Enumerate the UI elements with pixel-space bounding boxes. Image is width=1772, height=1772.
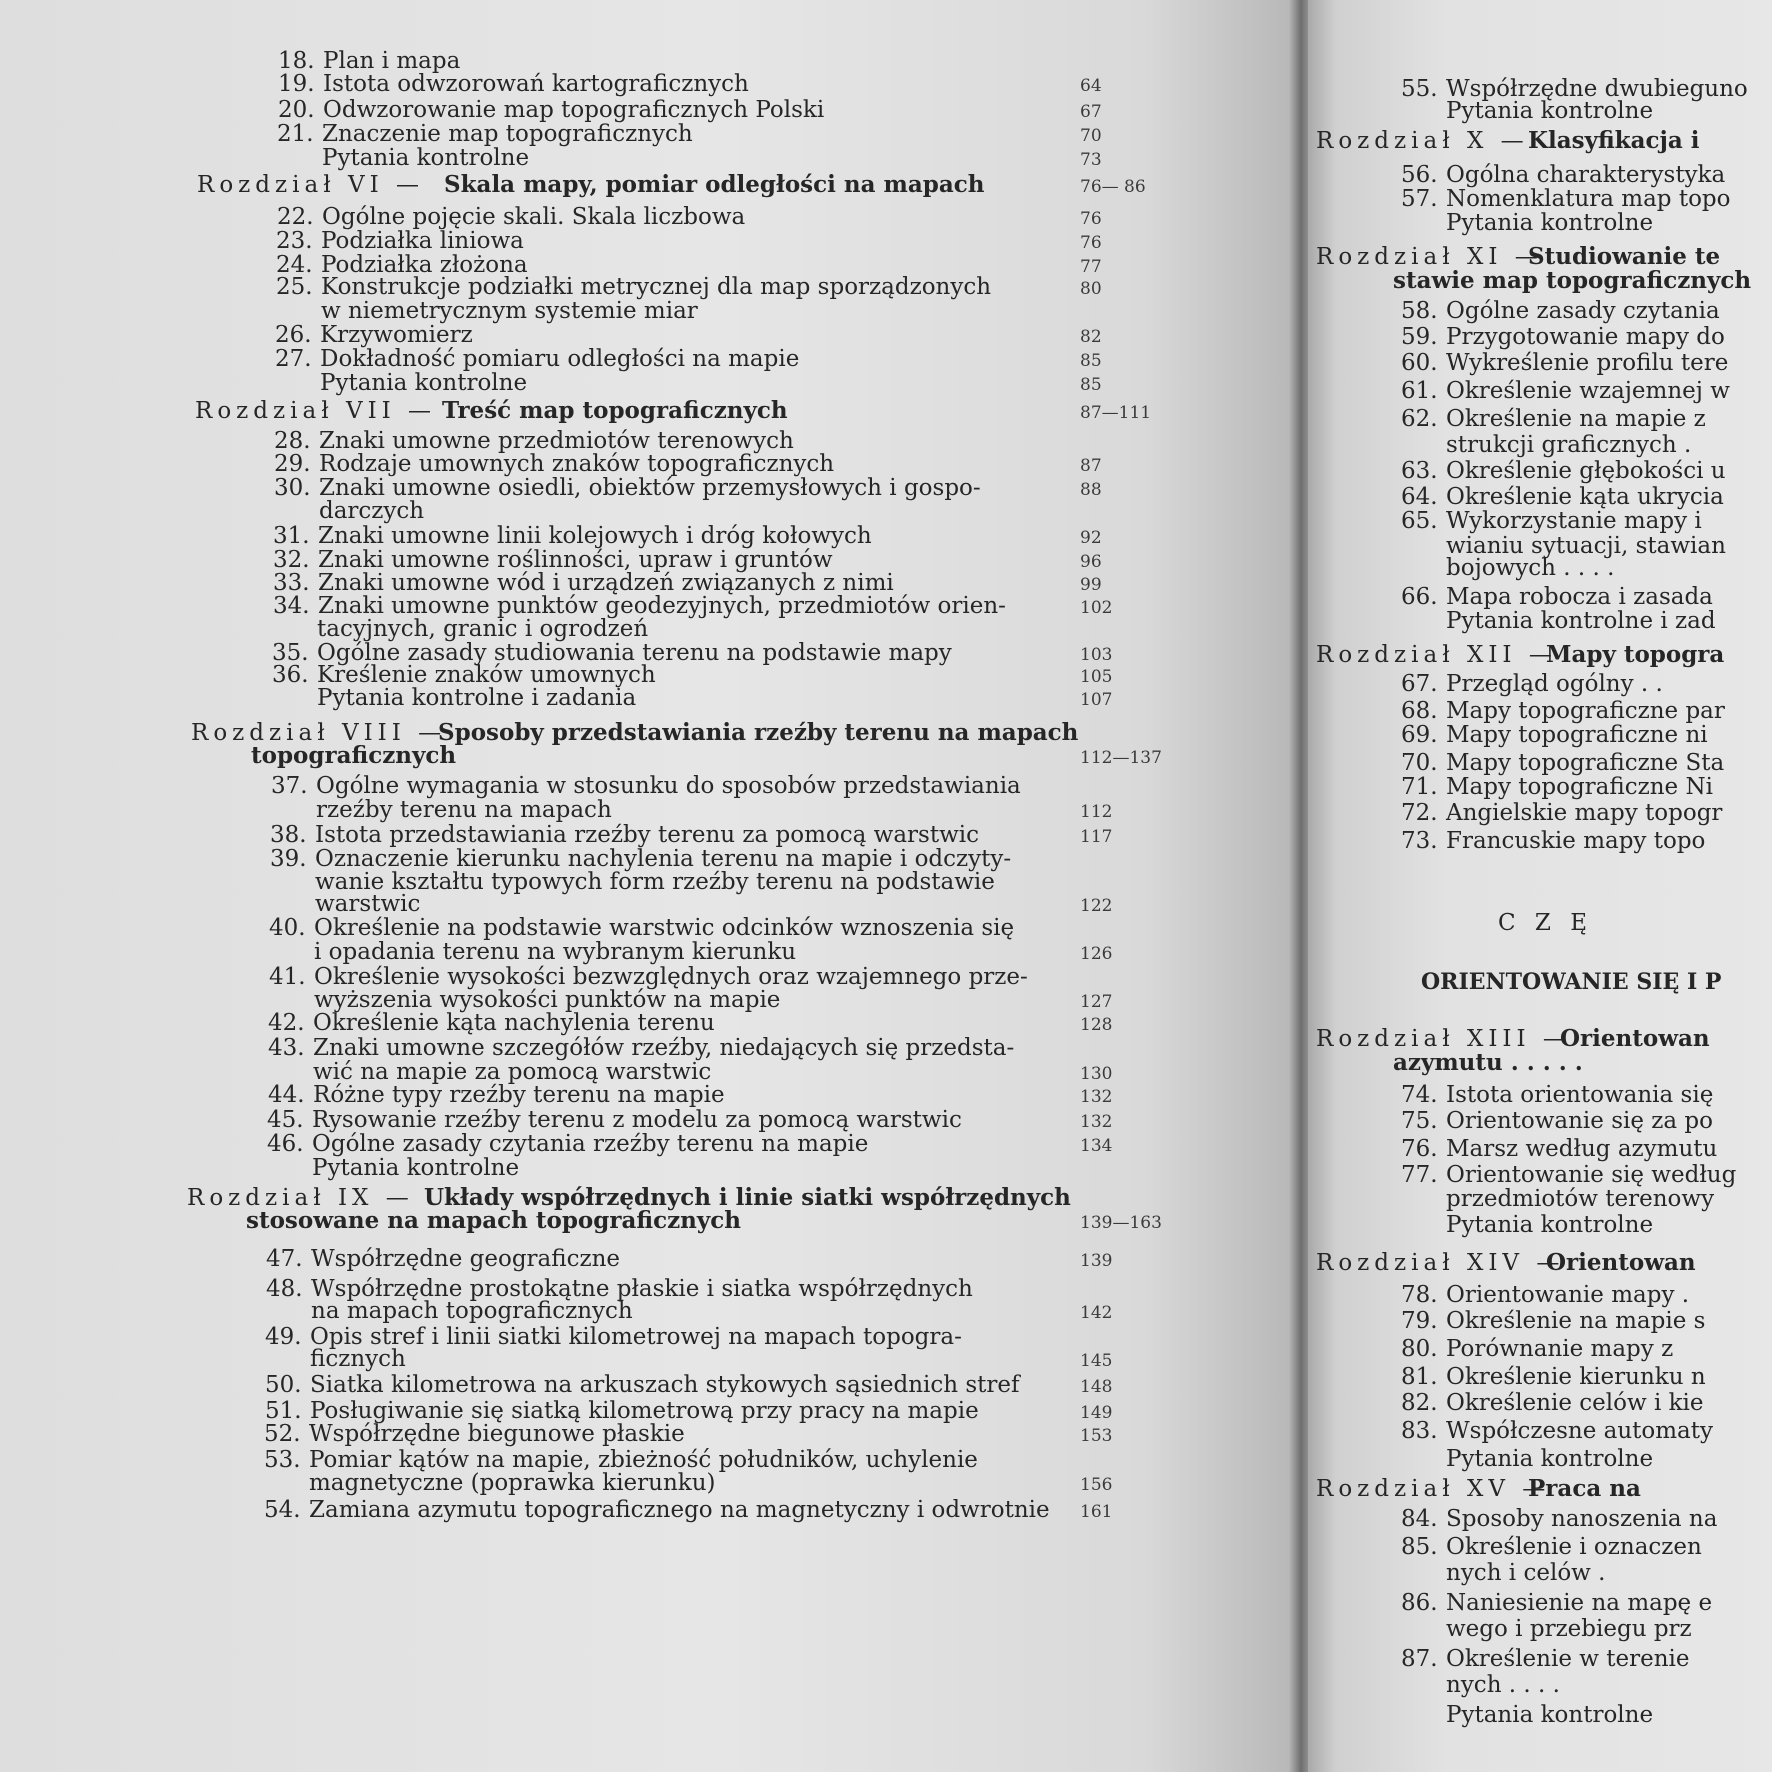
- entry-title: Odwzorowanie map topograficznych Polski: [323, 97, 825, 123]
- entry-number: 55.: [1401, 76, 1438, 102]
- entry-title: Ogólne pojęcie skali. Skala liczbowa: [322, 204, 746, 230]
- questions-label: Pytania kontrolne: [312, 1155, 520, 1181]
- entry-title: Wykreślenie profilu tere: [1446, 350, 1729, 376]
- entry-title: Ogólna charakterystyka: [1446, 162, 1726, 188]
- questions-label: Pytania kontrolne i zadania: [317, 685, 637, 711]
- entry-number: 24.: [276, 252, 313, 278]
- entry-title: Ogólne zasady czytania rzeźby terenu na mapie: [312, 1131, 869, 1157]
- entry-title: Współrzędne prostokątne płaskie i siatka współrzędnych: [311, 1276, 973, 1302]
- entry-title: wić na mapie za pomocą warstwic: [313, 1059, 712, 1085]
- entry-title: Współrzędne dwubieguno: [1446, 76, 1748, 102]
- entry-title: Posługiwanie się siatką kilometrową przy pracy na mapie: [310, 1398, 979, 1424]
- entry-number: 74.: [1401, 1082, 1438, 1108]
- entry-title: Określenie kąta ukrycia: [1446, 484, 1724, 510]
- page-reference: 139: [1080, 1251, 1113, 1271]
- entry-title: Określenie głębokości u: [1446, 458, 1726, 484]
- entry-number: 62.: [1401, 406, 1438, 432]
- entry-number: 54.: [264, 1497, 301, 1523]
- entry-number: 52.: [264, 1421, 301, 1447]
- page-reference: 148: [1080, 1377, 1113, 1397]
- entry-title: Mapy topograficzne Sta: [1446, 750, 1725, 776]
- entry-title: Określenie wysokości bezwzględnych oraz wzajemnego prze-: [314, 964, 1028, 990]
- entry-title: Znaki umowne wód i urządzeń związanych z nimi: [318, 570, 894, 596]
- chapter-title-continued: topograficznych: [251, 742, 457, 769]
- page-reference: 134: [1080, 1136, 1113, 1156]
- entry-title: Pomiar kątów na mapie, zbieżność południków, uchylenie: [309, 1447, 978, 1473]
- page-reference: 76— 86: [1080, 177, 1146, 197]
- entry-number: 44.: [268, 1082, 305, 1108]
- entry-title: Określenie kąta nachylenia terenu: [313, 1010, 715, 1036]
- entry-title: Angielskie mapy topogr: [1446, 800, 1723, 826]
- entry-title: Znaki umowne szczegółów rzeźby, niedających się przedsta-: [313, 1035, 1015, 1061]
- page-reference: 161: [1080, 1502, 1113, 1522]
- entry-number: 85.: [1401, 1534, 1438, 1560]
- entry-number: 51.: [265, 1398, 302, 1424]
- entry-title: Znaki umowne punktów geodezyjnych, przedmiotów orien-: [318, 593, 1006, 619]
- entry-title: Opis stref i linii siatki kilometrowej na mapach topogra-: [310, 1324, 962, 1350]
- entry-title: Znaki umowne przedmiotów terenowych: [319, 428, 794, 454]
- entry-title: Siatka kilometrowa na arkuszach stykowych sąsiednich stref: [310, 1372, 1020, 1398]
- page-reference: 64: [1080, 76, 1102, 96]
- entry-number: 32.: [273, 547, 310, 573]
- chapter-title: Treść map topograficznych: [442, 397, 788, 424]
- section-heading: ORIENTOWANIE SIĘ I P: [1421, 969, 1722, 995]
- entry-title: Orientowanie się za po: [1446, 1108, 1714, 1134]
- page-reference: 88: [1080, 480, 1102, 500]
- page-reference: 107: [1080, 690, 1113, 710]
- chapter-title: Praca na: [1528, 1475, 1641, 1502]
- entry-title: ficznych: [310, 1346, 406, 1372]
- page-reference: 76: [1080, 209, 1102, 229]
- page-reference: 103: [1080, 645, 1113, 665]
- entry-title: Określenie celów i kie: [1446, 1390, 1704, 1416]
- page-reference: 139—163: [1080, 1213, 1162, 1233]
- entry-number: 75.: [1401, 1108, 1438, 1134]
- page-reference: 128: [1080, 1015, 1113, 1035]
- chapter-title: Orientowan: [1546, 1249, 1696, 1276]
- entry-number: 31.: [273, 523, 310, 549]
- page-reference: 80: [1080, 279, 1102, 299]
- chapter-title: Orientowan: [1560, 1025, 1710, 1052]
- entry-title: Podziałka liniowa: [321, 228, 524, 254]
- entry-number: 82.: [1401, 1390, 1438, 1416]
- entry-number: 40.: [269, 915, 306, 941]
- page-reference: 102: [1080, 598, 1113, 618]
- page-reference: 67: [1080, 102, 1102, 122]
- entry-title: Rysowanie rzeźby terenu z modelu za pomocą warstwic: [312, 1107, 962, 1133]
- questions-label: Pytania kontrolne: [1446, 1702, 1654, 1728]
- entry-title: Ogólne zasady studiowania terenu na podstawie mapy: [317, 640, 952, 666]
- entry-number: 46.: [267, 1131, 304, 1157]
- chapter-label: Rozdział VIII —: [191, 720, 447, 746]
- page-reference: 70: [1080, 126, 1102, 146]
- entry-number: 29.: [274, 451, 311, 477]
- entry-number: 18.: [278, 48, 315, 74]
- entry-number: 64.: [1401, 484, 1438, 510]
- entry-title: Mapa robocza i zasada: [1446, 584, 1713, 610]
- page-reference: 153: [1080, 1426, 1113, 1446]
- page-reference: 76: [1080, 233, 1102, 253]
- page-reference: 87: [1080, 456, 1102, 476]
- entry-number: 57.: [1401, 186, 1438, 212]
- questions-label: Pytania kontrolne: [1446, 1212, 1654, 1238]
- page-reference: 82: [1080, 327, 1102, 347]
- entry-number: 53.: [264, 1447, 301, 1473]
- entry-title: Określenie na podstawie warstwic odcinków wznoszenia się: [314, 915, 1015, 941]
- entry-title: darczych: [319, 498, 425, 524]
- entry-number: 47.: [266, 1246, 303, 1272]
- page-reference: 77: [1080, 257, 1102, 277]
- entry-title: Współrzędne geograficzne: [311, 1246, 621, 1272]
- entry-number: 36.: [272, 662, 309, 688]
- page-reference: 105: [1080, 667, 1113, 687]
- entry-title: wego i przebiegu prz: [1446, 1616, 1692, 1642]
- entry-number: 30.: [274, 475, 311, 501]
- page-reference: 117: [1080, 827, 1113, 847]
- entry-number: 20.: [278, 97, 315, 123]
- entry-title: Podziałka złożona: [321, 252, 528, 278]
- entry-number: 87.: [1401, 1646, 1438, 1672]
- entry-title: Określenie na mapie s: [1446, 1308, 1706, 1334]
- entry-title: Mapy topograficzne Ni: [1446, 774, 1713, 800]
- entry-title: wianiu sytuacji, stawian: [1446, 533, 1726, 559]
- chapter-label: Rozdział X —: [1316, 128, 1529, 154]
- chapter-label: Rozdział VI —: [197, 172, 424, 198]
- chapter-title-continued: azymutu . . . . .: [1393, 1049, 1583, 1076]
- entry-number: 41.: [269, 964, 306, 990]
- entry-title: warstwic: [315, 891, 421, 917]
- entry-title: Znaki umowne roślinności, upraw i gruntów: [318, 547, 833, 573]
- questions-label: Pytania kontrolne: [320, 370, 528, 396]
- chapter-label: Rozdział XIII —: [1316, 1026, 1571, 1052]
- entry-title: Przegląd ogólny . .: [1446, 671, 1663, 697]
- entry-number: 43.: [268, 1035, 305, 1061]
- entry-number: 86.: [1401, 1590, 1438, 1616]
- entry-number: 38.: [270, 822, 307, 848]
- entry-number: 58.: [1401, 298, 1438, 324]
- entry-title: Określenie i oznaczen: [1446, 1534, 1702, 1560]
- questions-label: Pytania kontrolne: [322, 145, 530, 171]
- page-reference: 149: [1080, 1403, 1113, 1423]
- page-reference: 122: [1080, 896, 1113, 916]
- entry-title: Znaki umowne osiedli, obiektów przemysłowych i gospo-: [319, 475, 981, 501]
- page-reference: 112: [1080, 802, 1113, 822]
- entry-number: 63.: [1401, 458, 1438, 484]
- chapter-title: Klasyfikacja i: [1528, 127, 1700, 154]
- page-reference: 127: [1080, 992, 1113, 1012]
- chapter-title-continued: stosowane na mapach topograficznych: [246, 1207, 741, 1234]
- entry-title: Współrzędne biegunowe płaskie: [309, 1421, 685, 1447]
- entry-title: Ogólne zasady czytania: [1446, 298, 1720, 324]
- entry-title: Mapy topograficzne par: [1446, 698, 1725, 724]
- entry-title: Znaki umowne linii kolejowych i dróg kołowych: [318, 523, 872, 549]
- entry-number: 83.: [1401, 1418, 1438, 1444]
- entry-title: nych i celów .: [1446, 1560, 1606, 1586]
- entry-number: 22.: [277, 204, 314, 230]
- entry-title: Mapy topograficzne ni: [1446, 722, 1708, 748]
- entry-number: 23.: [276, 228, 313, 254]
- entry-number: 67.: [1401, 671, 1438, 697]
- entry-number: 21.: [277, 121, 314, 147]
- entry-number: 66.: [1401, 584, 1438, 610]
- entry-title: Przygotowanie mapy do: [1446, 324, 1725, 350]
- entry-title: wanie kształtu typowych form rzeźby terenu na podstawie: [315, 869, 995, 895]
- entry-title: przedmiotów terenowy: [1446, 1186, 1715, 1212]
- entry-number: 25.: [276, 274, 313, 300]
- questions-label: Pytania kontrolne: [1446, 98, 1654, 124]
- entry-title: nych . . . .: [1446, 1672, 1560, 1698]
- entry-number: 69.: [1401, 722, 1438, 748]
- entry-number: 27.: [275, 346, 312, 372]
- entry-number: 77.: [1401, 1162, 1438, 1188]
- questions-label: Pytania kontrolne: [1446, 1446, 1654, 1472]
- chapter-label: Rozdział XII —: [1316, 642, 1557, 668]
- entry-number: 80.: [1401, 1336, 1438, 1362]
- entry-number: 72.: [1401, 800, 1438, 826]
- chapter-label: Rozdział XI —: [1316, 244, 1543, 270]
- part-heading: C Z Ę: [1498, 910, 1593, 936]
- entry-number: 26.: [275, 322, 312, 348]
- entry-title: Naniesienie na mapę e: [1446, 1590, 1713, 1616]
- entry-number: 84.: [1401, 1506, 1438, 1532]
- entry-title: Nomenklatura map topo: [1446, 186, 1731, 212]
- entry-title: Oznaczenie kierunku nachylenia terenu na mapie i odczyty-: [315, 846, 1012, 872]
- entry-title: bojowych . . . .: [1446, 555, 1615, 581]
- page-reference: 73: [1080, 150, 1102, 170]
- entry-title: Określenie wzajemnej w: [1446, 378, 1730, 404]
- page-reference: 130: [1080, 1064, 1113, 1084]
- entry-title: Wykorzystanie mapy i: [1446, 508, 1702, 534]
- entry-title: Zamiana azymutu topograficznego na magnetyczny i odwrotnie: [309, 1497, 1050, 1523]
- page-reference: 112—137: [1080, 748, 1162, 768]
- entry-number: 48.: [266, 1276, 303, 1302]
- entry-title: Orientowanie się według: [1446, 1162, 1737, 1188]
- entry-title: Istota przedstawiania rzeźby terenu za pomocą warstwic: [315, 822, 980, 848]
- page-reference: 96: [1080, 552, 1102, 572]
- entry-title: strukcji graficznych .: [1446, 432, 1692, 458]
- entry-number: 65.: [1401, 508, 1438, 534]
- entry-title: Różne typy rzeźby terenu na mapie: [313, 1082, 725, 1108]
- entry-title: Określenie kierunku n: [1446, 1364, 1706, 1390]
- entry-title: Rodzaje umownych znaków topograficznych: [319, 451, 835, 477]
- entry-number: 76.: [1401, 1136, 1438, 1162]
- entry-title: Dokładność pomiaru odległości na mapie: [320, 346, 800, 372]
- entry-number: 61.: [1401, 378, 1438, 404]
- entry-title: Istota orientowania się: [1446, 1082, 1714, 1108]
- page-reference: 85: [1080, 375, 1102, 395]
- entry-number: 39.: [270, 846, 307, 872]
- entry-number: 28.: [274, 428, 311, 454]
- entry-number: 42.: [268, 1010, 305, 1036]
- chapter-label: Rozdział XIV —: [1316, 1250, 1565, 1276]
- entry-number: 68.: [1401, 698, 1438, 724]
- entry-number: 19.: [278, 71, 315, 97]
- entry-number: 78.: [1401, 1282, 1438, 1308]
- entry-title: Porównanie mapy z: [1446, 1336, 1674, 1362]
- entry-title: tacyjnych, granic i ogrodzeń: [317, 616, 649, 642]
- chapter-title: Mapy topogra: [1546, 641, 1725, 668]
- chapter-title: Studiowanie te: [1528, 243, 1721, 270]
- page-reference: 92: [1080, 528, 1102, 548]
- chapter-title: Skala mapy, pomiar odległości na mapach: [444, 171, 985, 198]
- questions-label: Pytania kontrolne i zad: [1446, 608, 1716, 634]
- page-reference: 132: [1080, 1112, 1113, 1132]
- page-reference: 85: [1080, 351, 1102, 371]
- entry-title: magnetyczne (poprawka kierunku): [309, 1470, 716, 1496]
- entry-number: 81.: [1401, 1364, 1438, 1390]
- entry-number: 70.: [1401, 750, 1438, 776]
- page-reference: 132: [1080, 1087, 1113, 1107]
- chapter-label: Rozdział VII —: [195, 398, 437, 424]
- entry-number: 73.: [1401, 828, 1438, 854]
- entry-title: Znaczenie map topograficznych: [322, 121, 693, 147]
- entry-title: Określenie w terenie: [1446, 1646, 1690, 1672]
- chapter-label: Rozdział XV —: [1316, 1476, 1551, 1502]
- entry-number: 35.: [272, 640, 309, 666]
- chapter-title: Sposoby przedstawiania rzeźby terenu na mapach: [438, 719, 1079, 746]
- entry-title: na mapach topograficznych: [311, 1298, 633, 1324]
- entry-title: wyższenia wysokości punktów na mapie: [314, 987, 781, 1013]
- chapter-label: Rozdział IX —: [187, 1185, 414, 1211]
- entry-title: Ogólne wymagania w stosunku do sposobów przedstawiania: [316, 773, 1021, 799]
- page-reference: 99: [1080, 575, 1102, 595]
- page-reference: 145: [1080, 1351, 1113, 1371]
- entry-number: 79.: [1401, 1308, 1438, 1334]
- page-reference: 126: [1080, 944, 1113, 964]
- entry-title: Konstrukcje podziałki metrycznej dla map sporządzonych: [321, 274, 992, 300]
- entry-number: 71.: [1401, 774, 1438, 800]
- entry-number: 59.: [1401, 324, 1438, 350]
- entry-title: Współczesne automaty: [1446, 1418, 1713, 1444]
- entry-number: 49.: [265, 1324, 302, 1350]
- entry-title: Sposoby nanoszenia na: [1446, 1506, 1718, 1532]
- entry-title: Krzywomierz: [320, 322, 473, 348]
- entry-title: rzeźby terenu na mapach: [316, 797, 612, 823]
- questions-label: Pytania kontrolne: [1446, 210, 1654, 236]
- entry-number: 56.: [1401, 162, 1438, 188]
- entry-title: Istota odwzorowań kartograficznych: [323, 71, 749, 97]
- entry-title: i opadania terenu na wybranym kierunku: [314, 939, 797, 965]
- page-reference: 87—111: [1080, 403, 1152, 423]
- entry-title: Określenie na mapie z: [1446, 406, 1706, 432]
- entry-number: 33.: [273, 570, 310, 596]
- entry-number: 60.: [1401, 350, 1438, 376]
- chapter-title-continued: stawie map topograficznych: [1393, 267, 1752, 294]
- entry-number: 45.: [267, 1107, 304, 1133]
- entry-title: w niemetrycznym systemie miar: [321, 298, 698, 324]
- entry-title: Orientowanie mapy .: [1446, 1282, 1690, 1308]
- entry-number: 50.: [265, 1372, 302, 1398]
- entry-number: 34.: [273, 593, 310, 619]
- entry-title: Kreślenie znaków umownych: [317, 662, 656, 688]
- chapter-title: Układy współrzędnych i linie siatki współrzędnych: [424, 1184, 1071, 1211]
- entry-title: Marsz według azymutu: [1446, 1136, 1718, 1162]
- page-reference: 156: [1080, 1475, 1113, 1495]
- page-reference: 142: [1080, 1303, 1113, 1323]
- right-page: [1308, 0, 1772, 1772]
- entry-title: Francuskie mapy topo: [1446, 828, 1706, 854]
- entry-title: Plan i mapa: [323, 48, 461, 74]
- entry-number: 37.: [271, 773, 308, 799]
